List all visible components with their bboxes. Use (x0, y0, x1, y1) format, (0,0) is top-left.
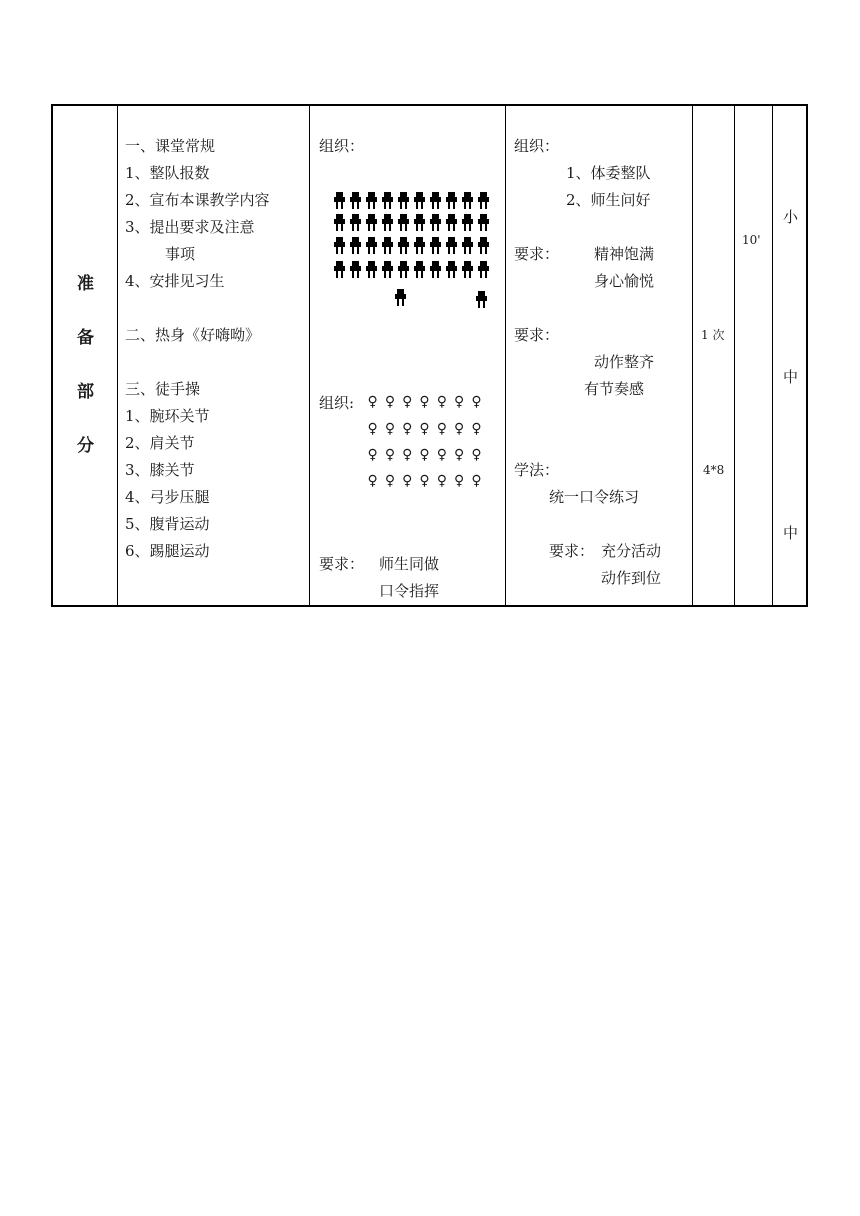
student-icon (427, 261, 443, 277)
section-label-char: 备 (77, 328, 94, 348)
student-icon (475, 214, 491, 230)
student-icon (392, 289, 408, 305)
content-item: 一、课堂常规 (125, 137, 216, 155)
requirement-label: 要求： (319, 555, 365, 573)
student-icon (411, 192, 427, 208)
formation-row (331, 192, 491, 208)
content-item: 5、腹背运动 (125, 515, 210, 533)
student-icon (395, 192, 411, 208)
intensity-value: 小 (783, 208, 799, 226)
student-icon (475, 261, 491, 277)
section-label-char: 部 (77, 382, 94, 402)
formation-row (331, 261, 491, 277)
methods-study-line: 统一口令练习 (549, 488, 640, 506)
requirement-line: 师生同做 (379, 555, 440, 573)
female-symbol-icon: ♀ (436, 447, 447, 463)
student-icon (473, 291, 489, 307)
student-icon (331, 214, 347, 230)
female-symbol-icon: ♀ (367, 447, 378, 463)
student-icon (427, 214, 443, 230)
student-icon (379, 214, 395, 230)
female-symbol-icon: ♀ (384, 447, 396, 463)
female-symbol-icon: ♀ (471, 447, 482, 463)
column-divider (734, 106, 735, 605)
student-icon (475, 192, 491, 208)
female-symbol-icon: ♀ (402, 473, 413, 489)
female-row (364, 447, 485, 463)
column-divider (117, 106, 118, 605)
student-icon (395, 237, 411, 253)
formation-row (392, 289, 408, 305)
column-divider (309, 106, 310, 605)
content-item: 4、弓步压腿 (125, 488, 210, 506)
female-symbol-icon: ♀ (436, 394, 447, 410)
student-icon (331, 261, 347, 277)
methods-org-label: 组织： (514, 137, 560, 155)
student-icon (427, 192, 443, 208)
female-symbol-icon: ♀ (402, 447, 413, 463)
student-icon (427, 237, 443, 253)
content-item: 3、膝关节 (125, 461, 195, 479)
column-divider (692, 106, 693, 605)
student-icon (363, 214, 379, 230)
student-icon (443, 237, 459, 253)
methods-study-label: 学法： (514, 461, 560, 479)
repetition-count: 1 次 (701, 328, 725, 342)
student-icon (459, 261, 475, 277)
student-icon (363, 261, 379, 277)
student-icon (443, 192, 459, 208)
female-symbol-icon: ♀ (454, 447, 465, 463)
content-item: 1、腕环关节 (125, 407, 210, 425)
student-icon (411, 261, 427, 277)
formation-row (331, 214, 491, 230)
section-label-char: 分 (77, 436, 94, 456)
methods-org-item: 1、体委整队 (566, 164, 651, 182)
content-item: 6、踢腿运动 (125, 542, 210, 560)
student-icon (443, 261, 459, 277)
methods-req-line: 动作整齐 (594, 353, 655, 371)
methods-req-label: 要求： (549, 542, 595, 560)
female-symbol-icon: ♀ (419, 394, 430, 410)
student-icon (347, 192, 363, 208)
content-item: 事项 (165, 245, 196, 263)
methods-req-line: 有节奏感 (584, 380, 645, 398)
student-icon (459, 237, 475, 253)
student-icon (459, 214, 475, 230)
student-icon (363, 192, 379, 208)
student-icon (331, 192, 347, 208)
content-item: 3、提出要求及注意 (125, 218, 255, 236)
female-symbol-icon: ♀ (471, 394, 482, 410)
female-symbol-icon: ♀ (419, 421, 430, 437)
female-symbol-icon: ♀ (402, 394, 413, 410)
female-row (364, 394, 485, 410)
content-item: 2、宣布本课教学内容 (125, 191, 270, 209)
female-symbol-icon: ♀ (471, 421, 482, 437)
female-symbol-icon: ♀ (367, 473, 378, 489)
methods-req-line: 精神饱满 (594, 245, 655, 263)
formation-row (473, 291, 489, 307)
time-value: 10' (742, 233, 761, 247)
methods-req-label: 要求： (514, 326, 560, 344)
student-icon (347, 261, 363, 277)
organization-label: 组织： (319, 137, 365, 155)
column-divider (505, 106, 506, 605)
female-symbol-icon: ♀ (419, 473, 430, 489)
student-icon (363, 237, 379, 253)
female-symbol-icon: ♀ (384, 421, 396, 437)
methods-org-item: 2、师生问好 (566, 191, 651, 209)
requirement-line: 口令指挥 (379, 582, 440, 600)
content-item: 三、徒手操 (125, 380, 201, 398)
student-icon (347, 237, 363, 253)
organization-label: 组织: (319, 394, 355, 412)
intensity-value: 中 (783, 524, 799, 542)
intensity-value: 中 (783, 368, 799, 386)
female-symbol-icon: ♀ (384, 473, 396, 489)
female-symbol-icon: ♀ (367, 421, 378, 437)
student-icon (411, 214, 427, 230)
repetition-count: 4*8 (703, 463, 725, 477)
student-icon (443, 214, 459, 230)
female-symbol-icon: ♀ (436, 473, 447, 489)
methods-req-line: 身心愉悦 (594, 272, 655, 290)
student-icon (395, 214, 411, 230)
female-symbol-icon: ♀ (384, 394, 396, 410)
student-icon (459, 192, 475, 208)
content-item: 1、整队报数 (125, 164, 210, 182)
female-symbol-icon: ♀ (471, 473, 482, 489)
student-icon (475, 237, 491, 253)
female-symbol-icon: ♀ (454, 421, 465, 437)
female-symbol-icon: ♀ (454, 473, 465, 489)
content-item: 2、肩关节 (125, 434, 195, 452)
section-label-char: 准 (77, 274, 94, 294)
student-icon (347, 214, 363, 230)
female-row (364, 421, 485, 437)
formation-row (331, 237, 491, 253)
student-icon (411, 237, 427, 253)
student-icon (379, 192, 395, 208)
student-icon (379, 261, 395, 277)
lesson-plan-table (51, 104, 808, 607)
content-item: 4、安排见习生 (125, 272, 225, 290)
methods-req-line: 充分活动 (601, 542, 662, 560)
female-symbol-icon: ♀ (436, 421, 447, 437)
student-icon (379, 237, 395, 253)
female-symbol-icon: ♀ (454, 394, 465, 410)
column-divider (772, 106, 773, 605)
female-symbol-icon: ♀ (367, 394, 378, 410)
student-icon (331, 237, 347, 253)
methods-req-line: 动作到位 (601, 569, 662, 587)
content-item: 二、热身《好嗨呦》 (125, 326, 261, 344)
methods-req-label: 要求： (514, 245, 560, 263)
female-row (364, 473, 485, 489)
female-symbol-icon: ♀ (402, 421, 413, 437)
student-icon (395, 261, 411, 277)
female-symbol-icon: ♀ (419, 447, 430, 463)
